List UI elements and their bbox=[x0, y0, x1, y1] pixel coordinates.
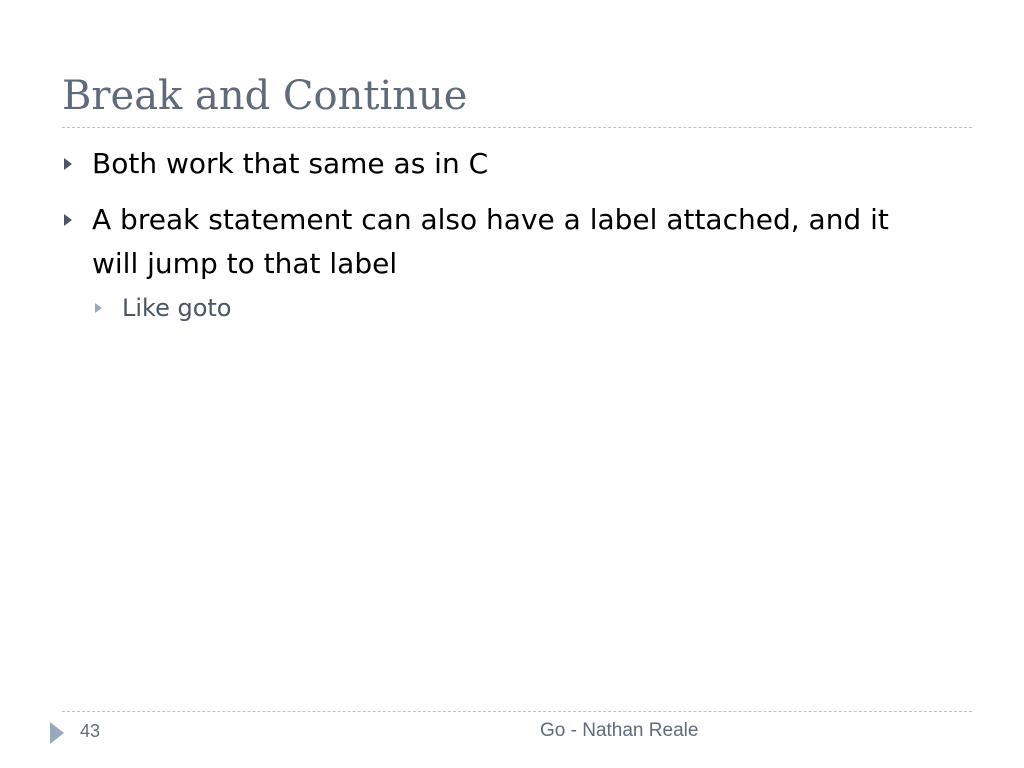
bullet-item bbox=[62, 198, 942, 326]
page-number: 43 bbox=[80, 721, 101, 741]
sub-bullet-list bbox=[92, 290, 942, 326]
footer-divider bbox=[62, 711, 972, 712]
footer-arrow-icon bbox=[50, 722, 64, 744]
bullet-arrow-icon bbox=[64, 158, 72, 170]
bullet-arrow-icon bbox=[64, 214, 72, 226]
sub-bullet-arrow-icon bbox=[95, 303, 102, 313]
sub-bullet-item bbox=[92, 290, 942, 326]
footer-text: Go - Nathan Reale bbox=[540, 720, 699, 741]
bullet-item bbox=[62, 142, 942, 186]
bullet-text: Both work that same as in C bbox=[92, 147, 489, 180]
title-divider bbox=[62, 127, 972, 128]
bullet-list bbox=[62, 142, 942, 338]
sub-bullet-text: Like goto bbox=[122, 294, 232, 322]
bullet-text: A break statement can also have a label attached, and it will jump to that label bbox=[92, 203, 889, 280]
slide-title: Break and Continue bbox=[62, 73, 468, 119]
